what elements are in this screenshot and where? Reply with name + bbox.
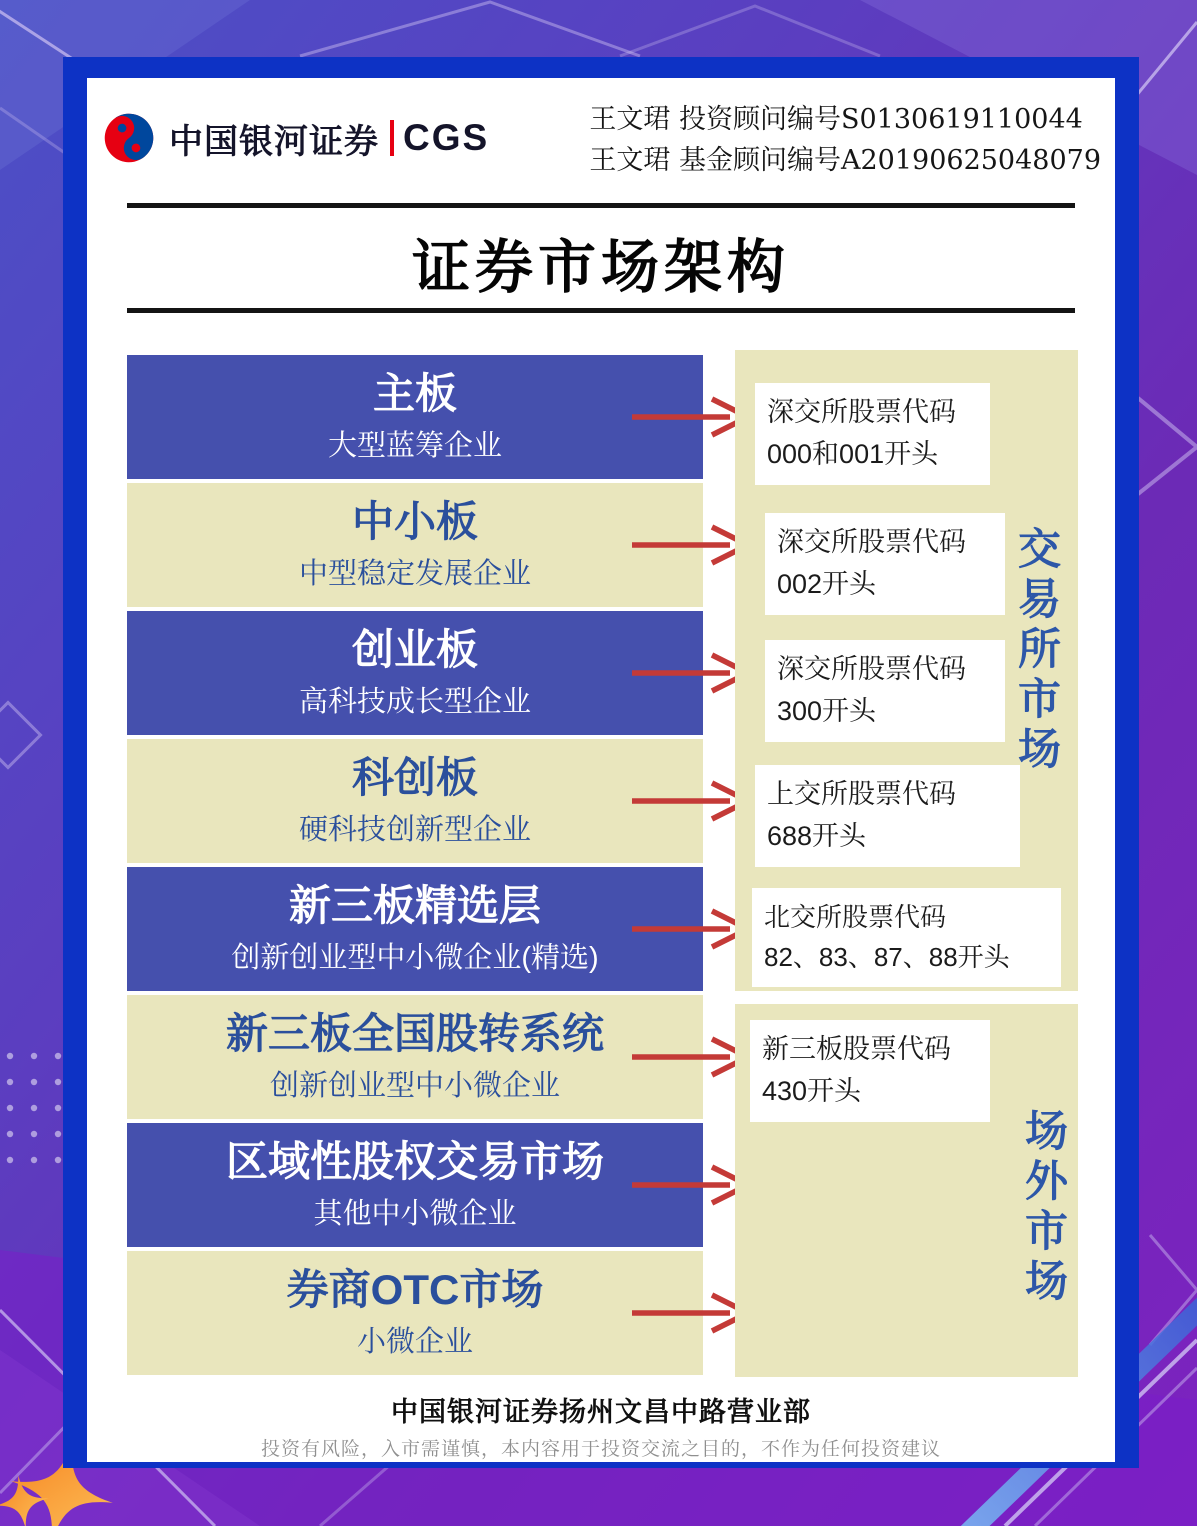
market-row-star-board	[127, 739, 703, 863]
market-row-chinext	[127, 611, 703, 735]
brand-name-cn: 中国银河证券	[169, 122, 379, 161]
row-title: 券商OTC市场	[286, 1265, 544, 1313]
code-line: 300开头	[777, 695, 877, 726]
code-box-bse-82-88	[752, 888, 1061, 987]
otc-market-label: 场外市场	[1019, 1108, 1067, 1308]
flow-arrow-icon	[632, 779, 752, 823]
market-row-broker-otc	[127, 1251, 703, 1375]
code-line: 新三板股票代码	[762, 1034, 951, 1064]
row-subtitle: 高科技成长型企业	[298, 686, 531, 719]
code-box-szse-300	[765, 640, 1005, 742]
code-line: 北交所股票代码	[764, 902, 947, 932]
market-rows	[127, 355, 703, 1375]
row-subtitle: 大型蓝筹企业	[327, 430, 502, 463]
title-rule-top	[127, 203, 1075, 208]
row-subtitle: 硬科技创新型企业	[298, 814, 531, 847]
code-box-szse-002	[765, 513, 1005, 615]
flow-arrow-icon	[632, 1035, 752, 1079]
exchange-market-label: 交易所市场	[1012, 526, 1060, 776]
code-line: 上交所股票代码	[767, 779, 956, 809]
brand-name-en: CGS	[403, 117, 490, 158]
row-title: 创业板	[351, 625, 478, 673]
flow-arrow-icon	[632, 651, 752, 695]
flow-arrow-icon	[632, 907, 752, 951]
advisor-line-2: 王文珺 基金顾问编号A20190625048079	[589, 144, 1101, 176]
brand-divider	[390, 120, 394, 156]
disclaimer-text: 投资有风险，入市需谨慎，本内容用于投资交流之目的，不作为任何投资建议	[260, 1439, 941, 1460]
market-row-main-board	[127, 355, 703, 479]
row-title: 科创板	[351, 753, 478, 801]
row-subtitle: 中型稳定发展企业	[298, 558, 531, 591]
flow-arrow-icon	[632, 1163, 752, 1207]
poster-card	[63, 57, 1139, 1468]
row-title: 新三板精选层	[288, 881, 541, 929]
row-title: 中小板	[351, 497, 478, 545]
row-subtitle: 创新创业型中小微企业(精选)	[231, 942, 599, 975]
row-title: 新三板全国股转系统	[225, 1009, 604, 1057]
market-row-regional-equity	[127, 1123, 703, 1247]
row-title: 主板	[372, 369, 457, 417]
title-rule-bottom	[127, 308, 1075, 313]
code-box-szse-000-001	[755, 383, 990, 485]
row-subtitle: 其他中小微企业	[313, 1198, 517, 1231]
brand-logo	[103, 112, 489, 164]
branch-name: 中国银河证券扬州文昌中路营业部	[391, 1397, 811, 1427]
code-line: 深交所股票代码	[777, 527, 966, 557]
otc-market-panel	[735, 1004, 1078, 1377]
advisor-line-1: 王文珺 投资顾问编号S0130619110044	[589, 104, 1083, 135]
code-line: 000和001开头	[767, 438, 939, 469]
row-subtitle: 创新创业型中小微企业	[269, 1070, 560, 1103]
flow-arrow-icon	[632, 523, 752, 567]
market-row-neeq-select	[127, 867, 703, 991]
advisor-info	[589, 100, 1101, 181]
row-subtitle: 小微企业	[356, 1326, 473, 1359]
code-line: 430开头	[762, 1075, 862, 1106]
galaxy-swirl-icon	[103, 112, 155, 164]
code-line: 深交所股票代码	[767, 397, 956, 427]
exchange-market-panel	[735, 350, 1078, 991]
code-line: 82、83、87、88开头	[764, 942, 1010, 973]
page-title: 证券市场架构	[411, 235, 790, 300]
poster-card-inner	[87, 78, 1115, 1462]
row-title: 区域性股权交易市场	[225, 1137, 604, 1185]
code-line: 深交所股票代码	[777, 654, 966, 684]
code-line: 688开头	[767, 820, 867, 851]
flow-arrow-icon	[632, 395, 752, 439]
code-line: 002开头	[777, 568, 877, 599]
market-row-sme-board	[127, 483, 703, 607]
code-box-neeq-430	[750, 1020, 990, 1122]
code-box-sse-688	[755, 765, 1020, 867]
flow-arrow-icon	[632, 1291, 752, 1335]
market-row-neeq	[127, 995, 703, 1119]
